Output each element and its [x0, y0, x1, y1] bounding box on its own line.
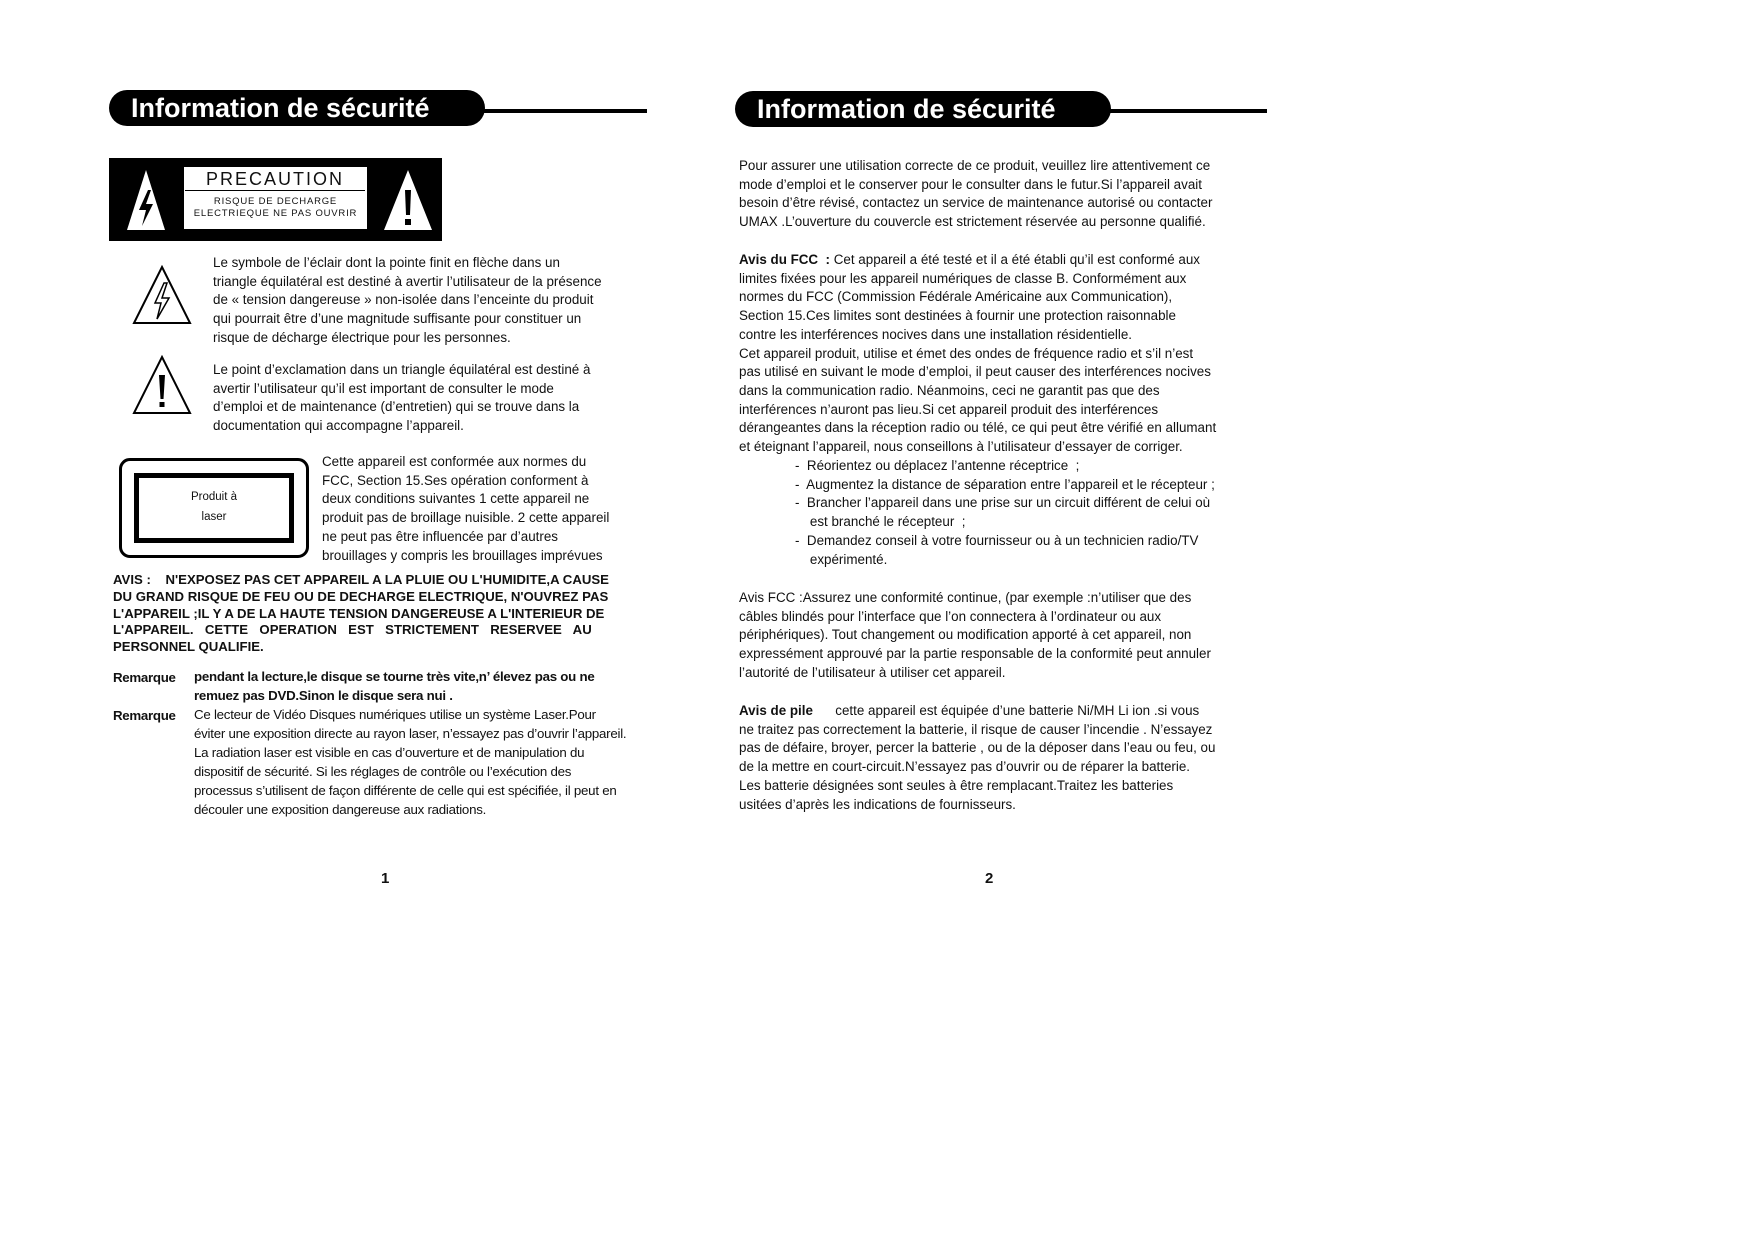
remarque-1-label: Remarque: [113, 670, 176, 685]
battery-notice: Avis de pile cette appareil est équipée d’une batterie Ni/MH Li ion .si vous ne traitez pas correctement la batterie, il risque de causer l’incendie . N’essayez pas de défaire, broyer, percer la batterie , ou de la déposer dans l’eau ou feu, ou de la mettre en court-circuit.N’essayez pas d’ouvrir ou de réparer la batterie. Les batterie désignées sont seules à être remplacant.Traitez les batteries usitées d’après les indications de fournisseurs.: [739, 703, 1216, 812]
laser-product-label: [119, 458, 309, 558]
lightning-warning-icon: [126, 168, 166, 232]
fcc-continued-compliance: Avis FCC :Assurez une conformité continue, (par exemple :n’utiliser que des câbles blindés pour l’interface que l’on connectera à l’ordinateur ou aux périphériques). Tout changement ou modification apporté à cet appareil, non expressément approuvé par la partie responsable de la conformité peut annuler l’autorité de l’utilisateur à utiliser cet appareil.: [739, 590, 1211, 680]
right-page-number: 2: [985, 870, 994, 887]
list-item: - Brancher l’appareil dans une prise sur un circuit différent de celui où: [795, 495, 1211, 511]
battery-notice-label: Avis de pile: [739, 703, 813, 718]
laser-label-line-2: laser: [201, 511, 227, 523]
caution-subline-2: ELECTRIEQUE NE PAS OUVRIR: [193, 208, 358, 219]
lightning-triangle-icon: [132, 265, 192, 325]
laser-label-line-1: Produit à: [190, 491, 238, 503]
remarque-2-label: Remarque: [113, 708, 176, 723]
exclamation-triangle-icon: [132, 355, 192, 415]
remarque-2-text: Ce lecteur de Vidéo Disques numériques utilise un système Laser.Pour éviter une exposition directe au rayon laser, n’essayez pas d’ouvrir l’appareil. La radiation laser est visible en cas d’ouverture et de manipulation du dispositif de sécurité. Si les réglages de contrôle ou l’exécution des processus s’utilisent de façon différente de celle qui est spécifiée, il peut en découler une exposition dangereuse aux radiations.: [194, 707, 627, 817]
list-item: expérimenté.: [795, 551, 888, 567]
fcc-remedy-list: [795, 457, 1215, 569]
fcc-conformity-paragraph: Cette appareil est conformée aux normes du FCC, Section 15.Ses opération conforment à deux conditions suivantes 1 cette appareil ne produit pas de broillage nuisible. 2 cette appareil ne peut pas être influencée par d’autres brouillages y compris les brouillages imprévues: [322, 454, 610, 563]
caution-heading: PRECAUTION: [185, 168, 365, 191]
list-item: - Réorientez ou déplacez l’antenne réceptrice ;: [795, 458, 1080, 473]
fcc-notice-label: Avis du FCC :: [739, 252, 831, 267]
right-page-title: Information de sécurité: [735, 91, 1111, 127]
left-page-title: Information de sécurité: [109, 90, 485, 126]
exclamation-warning-icon: [383, 168, 433, 232]
remarque-1-text: pendant la lecture,le disque se tourne très vite,n’ élevez pas ou ne remuez pas DVD.Sinon le disque sera nui .: [194, 669, 595, 703]
list-item: - Demandez conseil à votre fournisseur ou à un technicien radio/TV: [795, 532, 1199, 548]
left-page-number: 1: [381, 870, 390, 887]
list-item: est branché le récepteur ;: [795, 514, 966, 530]
caution-subline-1: RISQUE DE DECHARGE: [213, 196, 338, 207]
caution-label: [109, 158, 442, 241]
caution-text-panel: [184, 167, 367, 229]
avis-warning: AVIS : N'EXPOSEZ PAS CET APPAREIL A LA PLUIE OU L'HUMIDITE,A CAUSE DU GRAND RISQUE DE FEU OU DE DECHARGE ELECTRIQUE, N'OUVREZ PAS L'APPAREIL ;IL Y A DE LA HAUTE TENSION DANGEREUSE A L'INTERIEUR DE L'APPAREIL. CETTE OPERATION EST STRICTEMENT RESERVEE AU PERSONNEL QUALIFIE.: [113, 572, 609, 655]
list-item: - Augmentez la distance de séparation entre l’appareil et le récepteur ;: [795, 476, 1215, 492]
exclamation-description: Le point d’exclamation dans un triangle équilatéral est destiné à avertir l’utilisateur qu’il est important de consulter le mode d’emploi et de maintenance (d’entretien) qui se trouve dans la documentation qui accompagne l’appareil.: [213, 362, 591, 434]
right-title-rule: [1109, 109, 1267, 113]
left-title-rule: [483, 109, 647, 113]
lightning-description: Le symbole de l’éclair dont la pointe finit en flèche dans un triangle équilatéral est destiné à avertir l’utilisateur de la présence de « tension dangereuse » non-isolée dans l’enceinte du produit qui pourrait être d’une magnitude suffisante pour constituer un risque de décharge électrique pour les personnes.: [213, 255, 602, 345]
intro-paragraph: Pour assurer une utilisation correcte de ce produit, veuillez lire attentivement ce mode d’emploi et le conserver pour le consulter dans le futur.Si l’appareil avait besoin d’être révisé, contactez un service de maintenance autorisé ou contacter UMAX .L’ouverture du couvercle est strictement réservée au personne qualifié.: [739, 158, 1213, 230]
fcc-notice: Avis du FCC : Cet appareil a été testé et il a été établi qu’il est conformé aux limites fixées pour les appareil numériques de classe B. Conformément aux normes du FCC (Commission Fédérale Américaine aux Communication), Section 15.Ces limites sont destinées à fournir une protection raisonnable contre les interférences nocives dans une installation résidentielle. Cet appareil produit, utilise et émet des ondes de fréquence radio et s’il n’est pas utilisé en suivant le mode d’emploi, il peut causer des interférences nocives dans la communication radio. Néanmoins, ceci ne garantit pas que des interférences n’auront pas lieu.Si cet appareil produit des interférences dérangeantes dans la réception radio ou télé, ce qui peut être vérifié en allumant et éteignant l’appareil, nous conseillons à l’utilisateur d’essayer de corriger.: [739, 252, 1217, 455]
